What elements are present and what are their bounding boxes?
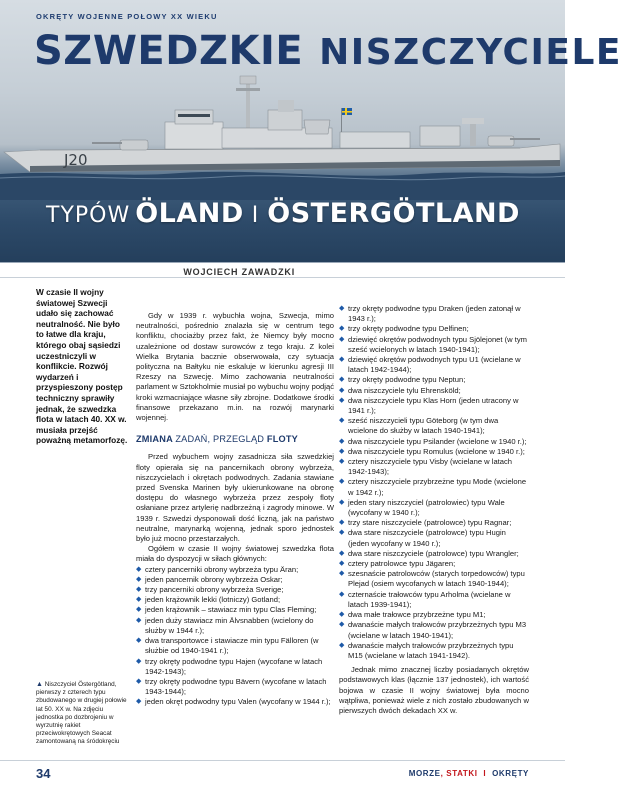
fleet-list-item [339,559,529,569]
body-column-1 [136,311,334,708]
fleet-list-item [136,657,334,677]
fleet-list-part-1 [136,565,334,708]
fleet-list-item [339,641,529,661]
diamond-bullet-icon: ◆ [339,590,345,598]
diamond-bullet-icon: ◆ [339,529,345,537]
fleet-list-item [136,697,334,707]
caption-text: Niszczyciel Östergötland, pierwszy z czterech typu zbudowanego w drugiej połowie lat 50. XX w. Na zdjęciu jednostka po dozbrojeniu w wyrzutnię rakiet przeciwokrętowych Seacat zamontowaną na śródokręciu [36,681,127,746]
magazine-name [409,769,529,778]
fleet-list-item-text: jeden okręt podwodny typu Valen (wycofany w 1944 r.); [145,697,331,707]
subtitle-class-2: ÖSTERGÖTLAND [267,198,520,229]
hero-photo [0,0,622,262]
fleet-list-item [339,335,529,355]
magazine-name-word-2: STATKI [446,769,478,778]
body-paragraph-4: Jednak mimo znacznej liczby posiadanych okrętów podstawowych klas (łącznie 137 jednostek), ich wartość bojowa w czasie II wojny światowej była mocno wątpliwa, ponieważ wiele z nich zostało zbudowanych w pierwszych dwóch dekadach XX w. [339,665,529,715]
magazine-name-word-1: MORZE [408,769,441,778]
fleet-list-item [136,575,334,585]
fleet-list-item [339,590,529,610]
fleet-list-item-text: dwa małe trałowce przybrzeżne typu M1; [348,610,486,620]
fleet-list-item-text: dwa transportowce i stawiacze min typu Fälloren (w służbie od 1940-1941 r.); [145,636,319,656]
fleet-list-item [136,595,334,605]
fleet-list-item [339,477,529,497]
diamond-bullet-icon: ◆ [339,549,345,557]
page-number: 34 [36,766,51,781]
body-paragraph-2: Przed wybuchem wojny zasadnicza siła szwedzkiej floty opierała się na pancernikach obrony wybrzeża, niszczycielach i okrętach podwodnych. Zadania stawiane przed Svenska Marinen były ukierunkowane na obronę dostępu do własnego wybrzeża przez zespoły floty osłaniane przez artylerię nadbrzeżną i zagrody minowe. W 1939 r. Szwedzi dysponowali dość liczną, jak na państwo neutralne, marynarką wojenną, jednak sporo jednostek było już mocno przestarzałych. [136,452,334,544]
fleet-list-item-text: jeden stary niszczyciel (patrolowiec) typu Wale (wycofany w 1940 r.); [348,497,505,518]
fleet-list-item [339,416,529,436]
fleet-list-item-text: trzy stare niszczyciele (patrolowce) typu Ragnar; [348,518,512,528]
magazine-name-sep-2: I [483,769,487,778]
diamond-bullet-icon: ◆ [339,478,345,486]
title-word-1: SZWEDZKIE [34,28,304,74]
author-name: WOJCIECH ZAWADZKI [183,267,295,277]
lead-column [36,287,128,446]
diamond-bullet-icon: ◆ [136,677,142,685]
section-heading-bold-2: FLOTY [266,434,299,445]
subtitle-class-1: ÖLAND [135,198,244,229]
fleet-list-item-text: cztery patrolowce typu Jägaren; [348,559,456,569]
diamond-bullet-icon: ◆ [136,606,142,614]
diamond-bullet-icon: ◆ [136,657,142,665]
fleet-list-item [339,620,529,640]
fleet-list-item [136,616,334,636]
fleet-list-item [339,518,529,528]
fleet-list-item [339,304,529,324]
fleet-list-item-text: trzy okręty podwodne typu Delfinen; [348,324,469,334]
subtitle-prefix: TYPÓW [46,203,131,228]
section-heading [136,434,334,444]
diamond-bullet-icon: ◆ [339,386,345,394]
diamond-bullet-icon: ◆ [339,335,345,343]
fleet-list-item-text: dwa stare niszczyciele (patrolowce) typu Hugin (jeden wycofany w 1940 r.); [348,528,506,548]
fleet-list-item [136,677,334,697]
diamond-bullet-icon: ◆ [339,447,345,455]
fleet-list-item [339,437,529,447]
fleet-list-item-text: trzy okręty podwodne typu Hajen (wycofane w latach 1942-1943); [145,656,323,676]
diamond-bullet-icon: ◆ [136,616,142,624]
article-title [34,28,622,74]
fleet-list-item [339,569,529,589]
fleet-list-item [339,375,529,385]
section-heading-thin: ZADAŃ, PRZEGLĄD [175,434,265,445]
fleet-list-item [339,528,529,548]
fleet-list-item [136,585,334,595]
fleet-list-item-text: sześć niszczycieli typu Göteborg (w tym dwa wcielone do służby w latach 1940-1941); [348,416,499,436]
fleet-list-item-text: dwa niszczyciele typu Klas Horn (jeden utracony w 1941 r.); [348,395,519,416]
body-paragraph-3: Ogółem w czasie II wojny światowej szwedzka flota miała do dyspozycji w siłach głównych: [136,544,334,564]
fleet-list-item-text: jeden pancernik obrony wybrzeża Oskar; [145,574,283,584]
fleet-list-item-text: szesnaście patrolowców (starych torpedowców) typu Plejad (osiem wycofanych w latach 1940-1944); [348,569,525,589]
fleet-list-item [339,610,529,620]
caption-arrow-icon: ▲ [36,681,43,688]
fleet-list-item-text: cztery niszczyciele przybrzeżne typu Mode (wcielone w 1942 r.); [348,477,527,497]
fleet-list-item-text: trzy okręty podwodne typu Neptun; [348,375,466,385]
diamond-bullet-icon: ◆ [339,396,345,404]
diamond-bullet-icon: ◆ [339,417,345,425]
fleet-list-item-text: cztery niszczyciele typu Visby (wcielane w latach 1942-1943); [348,457,513,477]
diamond-bullet-icon: ◆ [136,575,142,583]
magazine-name-sep-1: , [440,769,444,778]
photo-caption [36,681,128,747]
fleet-list-item-text: jeden krążownik – stawiacz min typu Clas Fleming; [145,605,317,615]
fleet-list-item-text: dwanaście małych trałowców przybrzeżnych typu M3 (wcielane w latach 1940-1941); [348,620,527,640]
fleet-list-item [136,605,334,615]
fleet-list-item [339,549,529,559]
diamond-bullet-icon: ◆ [339,498,345,506]
diamond-bullet-icon: ◆ [339,458,345,466]
diamond-bullet-icon: ◆ [136,698,142,706]
fleet-list-item-text: trzy pancerniki obrony wybrzeża Sverige; [145,585,284,595]
fleet-list-item-text: jeden duży stawiacz min Älvsnabben (wcielony do służby w 1944 r.); [145,615,314,635]
diamond-bullet-icon: ◆ [339,611,345,619]
fleet-list-item [136,565,334,575]
fleet-list-item-text: cztery pancerniki obrony wybrzeża typu Äran; [145,564,299,574]
title-word-2: NISZCZYCIELE [319,32,622,73]
diamond-bullet-icon: ◆ [136,586,142,594]
fleet-list-item [339,355,529,375]
fleet-list-item [339,324,529,334]
destroyer-ship-illustration [0,70,565,200]
fleet-list-item-text: jeden krążownik lekki (lotniczy) Gotland; [145,595,281,605]
diamond-bullet-icon: ◆ [339,560,345,568]
fleet-list-item [339,396,529,416]
magazine-name-word-3: OKRĘTY [492,769,529,778]
diamond-bullet-icon: ◆ [136,565,142,573]
diamond-bullet-icon: ◆ [339,437,345,445]
fleet-list-item [339,447,529,457]
fleet-list-item-text: dziewięć okrętów podwodnych typu Sjölejonet (w tym sześć wcielonych w latach 1940-1941); [348,334,527,354]
article-subtitle [46,198,520,229]
fleet-list-part-2 [339,304,529,661]
diamond-bullet-icon: ◆ [339,356,345,364]
hull-number: J20 [64,151,88,169]
fleet-list-item [339,457,529,477]
diamond-bullet-icon: ◆ [339,305,345,312]
footer-divider [0,760,565,761]
diamond-bullet-icon: ◆ [339,621,345,629]
fleet-list-item-text: dwa niszczyciele tylu Ehrensköld; [348,385,461,395]
fleet-list-item-text: czternaście trałowców typu Arholma (wcielane w latach 1939-1941); [348,589,511,609]
diamond-bullet-icon: ◆ [339,325,345,333]
fleet-list-item [136,636,334,656]
diamond-bullet-icon: ◆ [136,596,142,604]
subtitle-separator: I [251,203,260,228]
body-column-2 [339,304,529,716]
fleet-list-item [339,498,529,518]
fleet-list-item-text: dwa niszczyciele typu Romulus (wcielone w 1940 r.); [348,446,525,456]
author-divider [0,277,565,278]
diamond-bullet-icon: ◆ [339,519,345,527]
fleet-list-item-text: trzy okręty podwodne typu Bävern (wycofane w latach 1943-1944); [145,676,327,697]
fleet-list-item-text: trzy okręty podwodne typu Draken (jeden zatonął w 1943 r.); [348,304,521,324]
diamond-bullet-icon: ◆ [136,637,142,645]
diamond-bullet-icon: ◆ [339,376,345,384]
body-paragraph-1: Gdy w 1939 r. wybuchła wojna, Szwecja, mimo neutralności, pośrednio znalazła się w centrum tego konfliktu, chociażby przez fakt, że Niemcy były mocno uzależnione od dostaw surowców z tego kraju. Z kolei Wielka Brytania bacznie obserwowała, czy sytuacja polityczna na Bałtyku nie eskaluje w kierunku agresji III Rzeszy na Szwecję. Mimo zachowania neutralności parlament w Sztokholmie musiał po wybuchu wojny podjąć kroki wzmacniające własne siły zbrojne. Dodatkowe środki finansowe przekazano m.in. na rozwój marynarki wojennej. [136,311,334,423]
diamond-bullet-icon: ◆ [339,641,345,649]
fleet-list-item-text: dziewięć okrętów podwodnych typu U1 (wcielane w latach 1942-1944); [348,355,521,375]
fleet-list-item [339,386,529,396]
lead-paragraph: W czasie II wojny światowej Szwecji udało się zachować neutralność. Nie było to łatwe dla kraju, którego obaj sąsiedzi uczestniczyli w konflikcie. Rozwój wydarzeń i przyspieszony postęp techniczny sprawiły jednak, że szwedzka flota w latach 40. XX w. musiała przejść poważną metamorfozę. [36,287,128,446]
fleet-list-item-text: dwa stare niszczyciele (patrolowce) typu Wrangler; [348,548,519,558]
diamond-bullet-icon: ◆ [339,570,345,578]
fleet-list-item-text: dwa niszczyciele typu Psilander (wcielone w 1940 r.); [348,436,527,446]
series-title: OKRĘTY WOJENNE POŁOWY XX WIEKU [36,12,218,21]
section-heading-bold-1: ZMIANA [136,434,173,445]
fleet-list-item-text: dwanaście małych trałowców przybrzeżnych typu M15 (wcielane w latach 1941-1942). [348,640,514,660]
